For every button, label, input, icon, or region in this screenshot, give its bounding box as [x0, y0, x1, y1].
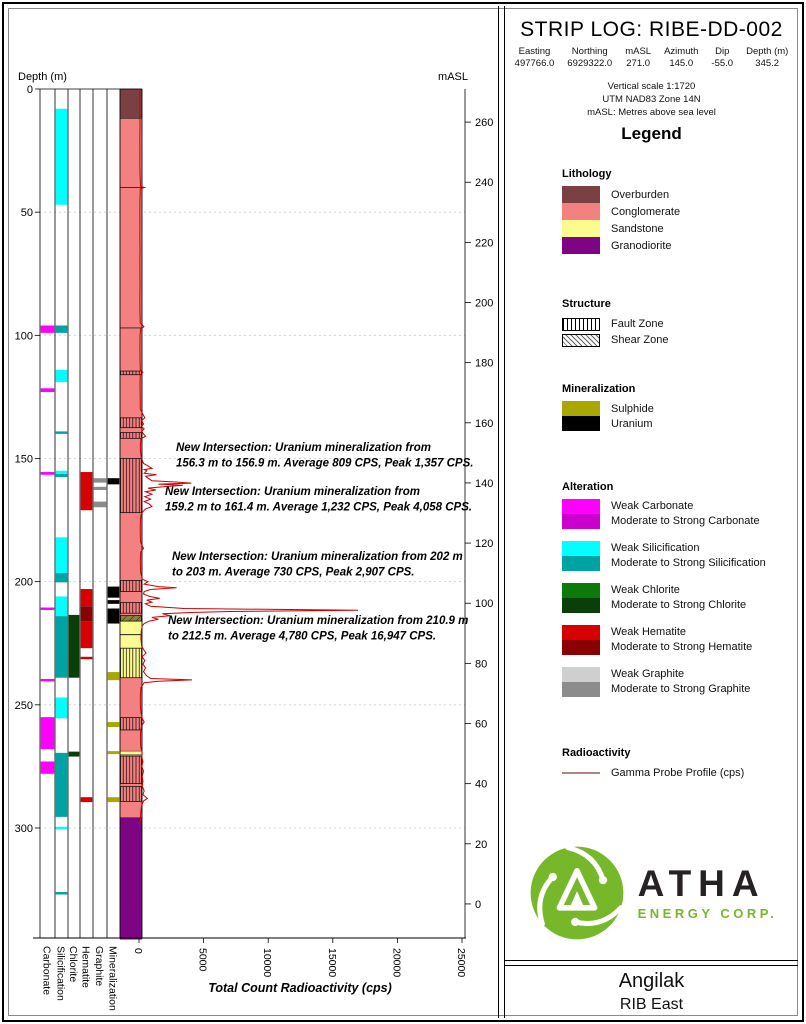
svg-text:40: 40 [475, 778, 488, 791]
legend-item-gamma: Gamma Probe Profile (cps) [562, 765, 744, 780]
svg-text:180: 180 [475, 357, 494, 370]
swatch-strong-carbonate [562, 514, 600, 529]
lithology-column [120, 89, 142, 939]
panel-divider [498, 6, 505, 1018]
logo-sub-text: ENERGY CORP. [637, 906, 778, 921]
svg-text:80: 80 [475, 658, 488, 671]
svg-text:New Intersection: Uranium mine: New Intersection: Uranium mineralization from [176, 442, 431, 454]
svg-text:Depth (m): Depth (m) [18, 71, 67, 83]
swatch-sulphide [562, 401, 600, 416]
legend-group-chlorite: Weak Chlorite Moderate to Strong Chlorite [562, 583, 766, 613]
footer-divider [505, 960, 798, 966]
swatch-weak-carbonate [562, 499, 600, 514]
svg-text:Silicification: Silicification [54, 946, 67, 1001]
cps-axis-title: Total Count Radioactivity (cps) [208, 981, 392, 995]
legend-lithology: Lithology Overburden Conglomerate Sandstone Granodiorite [562, 168, 680, 254]
svg-text:to 203 m. Average 730 CPS, Pea: to 203 m. Average 730 CPS, Peak 2,907 CPS. [172, 566, 415, 579]
legend-item-sulphide: Sulphide [562, 401, 654, 416]
swatch-conglomerate [562, 203, 600, 220]
svg-text:160: 160 [475, 417, 494, 430]
svg-text:150: 150 [14, 453, 33, 466]
swatch-weak-chlorite [562, 583, 600, 598]
field-easting: Easting 497766.0 [514, 46, 555, 69]
legend-group-carbonate: Weak Carbonate Moderate to Strong Carbonate [562, 499, 766, 529]
svg-text:240: 240 [475, 177, 494, 190]
legend-item-sandstone: Sandstone [562, 220, 680, 237]
swatch-strong-silicification [562, 556, 600, 571]
svg-text:10000: 10000 [261, 948, 274, 978]
area-name: RIB East [619, 996, 684, 1013]
svg-text:New Intersection: Uranium mine: New Intersection: Uranium mineralization from 210.9 m [168, 615, 469, 627]
logo-brand-text: ATHA [637, 863, 766, 904]
svg-text:0: 0 [475, 898, 482, 911]
svg-text:15000: 15000 [325, 948, 338, 978]
svg-text:20000: 20000 [390, 948, 403, 978]
title-block [505, 968, 798, 1016]
legend-radioactivity: Radioactivity Gamma Probe Profile (cps) [562, 747, 745, 779]
swatch-strong-hematite [562, 640, 600, 655]
legend-group-hematite: Weak Hematite Moderate to Strong Hematite [562, 625, 766, 655]
swatch-strong-chlorite [562, 598, 600, 613]
legend-group-graphite: Weak Graphite Moderate to Strong Graphite [562, 667, 766, 697]
project-name: Angilak [618, 970, 685, 992]
svg-text:220: 220 [475, 237, 494, 250]
field-dip: Dip -55.0 [711, 46, 734, 69]
gamma-line-swatch [562, 772, 600, 774]
swatch-uranium [562, 416, 600, 431]
svg-text:Carbonate: Carbonate [40, 946, 53, 996]
legend-group-silicification: Weak Silicification Moderate to Strong Silicification [562, 541, 766, 571]
legend-item-fault-zone: Fault Zone [562, 316, 668, 332]
field-depth: Depth (m) 345.2 [746, 46, 789, 69]
field-masl: mASL 271.0 [625, 46, 652, 69]
atha-logo-icon [526, 842, 628, 944]
cps-axis [33, 938, 467, 1011]
legend-item-overburden: Overburden [562, 186, 680, 203]
grid-lines [34, 212, 465, 828]
svg-text:200: 200 [14, 576, 33, 589]
svg-text:156.3 m to 156.9 m. Average 80: 156.3 m to 156.9 m. Average 809 CPS, Peak 1,357 CPS. [176, 457, 474, 470]
legend-item-shear-zone: Shear Zone [562, 332, 668, 348]
svg-text:5000: 5000 [196, 948, 209, 972]
svg-text:Chlorite: Chlorite [67, 946, 79, 983]
svg-text:60: 60 [475, 718, 488, 731]
svg-text:Mineralization: Mineralization [106, 946, 119, 1011]
legend-item-uranium: Uranium [562, 416, 654, 431]
svg-text:250: 250 [14, 699, 33, 712]
svg-text:50: 50 [20, 207, 33, 220]
swatch-granodiorite [562, 237, 600, 254]
field-azimuth: Azimuth 145.0 [664, 46, 699, 69]
swatch-weak-hematite [562, 625, 600, 640]
svg-text:159.2 m to 161.4 m. Average 1,: 159.2 m to 161.4 m. Average 1,232 CPS, Peak 4,058 CPS. [165, 501, 473, 514]
legend-mineralization: Mineralization Sulphide Uranium [562, 383, 654, 430]
legend-alteration: Alteration Weak Carbonate Moderate to Strong Carbonate Weak Silicification Moderate to Strong Silicification Weak Chlorite Moderate to Strong Chlorite Weak Hematite Moderate to Strong Hematite Weak Graphite Moderate to Strong Graphite [562, 481, 766, 695]
svg-text:120: 120 [475, 538, 494, 551]
swatch-weak-silicification [562, 541, 600, 556]
svg-text:Hematite: Hematite [79, 946, 92, 989]
legend-item-conglomerate: Conglomerate [562, 203, 680, 220]
sheet-notes: Vertical scale 1:1720 UTM NAD83 Zone 14N mASL: Metres above sea level [587, 80, 716, 119]
legend-structure: Structure Fault Zone Shear Zone [562, 298, 669, 346]
svg-text:25000: 25000 [455, 948, 467, 978]
svg-text:New Intersection: Uranium mine: New Intersection: Uranium mineralization from [165, 486, 420, 498]
svg-text:260: 260 [475, 117, 494, 130]
svg-text:New Intersection: Uranium mine: New Intersection: Uranium mineralization from 202 m [172, 551, 463, 563]
sheet-title: STRIP LOG: RIBE-DD-002 [520, 18, 783, 41]
svg-text:300: 300 [14, 822, 33, 835]
swatch-fault-zone [562, 318, 600, 331]
svg-text:20: 20 [475, 838, 488, 851]
swatch-strong-graphite [562, 682, 600, 697]
swatch-shear-zone [562, 334, 600, 347]
swatch-weak-graphite [562, 667, 600, 682]
svg-text:mASL: mASL [438, 71, 468, 83]
svg-text:0: 0 [132, 948, 144, 954]
svg-text:100: 100 [475, 598, 494, 611]
svg-text:Graphite: Graphite [93, 946, 105, 987]
svg-text:0: 0 [26, 84, 33, 96]
svg-text:140: 140 [475, 477, 494, 490]
svg-text:to 212.5 m. Average 4,780 CPS,: to 212.5 m. Average 4,780 CPS, Peak 16,947 CPS. [168, 630, 437, 643]
svg-text:100: 100 [14, 330, 33, 343]
field-northing: Northing 6929322.0 [567, 46, 613, 69]
company-logo [505, 842, 798, 944]
swatch-sandstone [562, 220, 600, 237]
legend-item-granodiorite: Granodiorite [562, 237, 680, 254]
legend-title: Legend [621, 124, 682, 143]
svg-text:200: 200 [475, 297, 494, 310]
swatch-overburden [562, 186, 600, 203]
info-panel [505, 6, 798, 960]
collar-fields [505, 46, 798, 70]
